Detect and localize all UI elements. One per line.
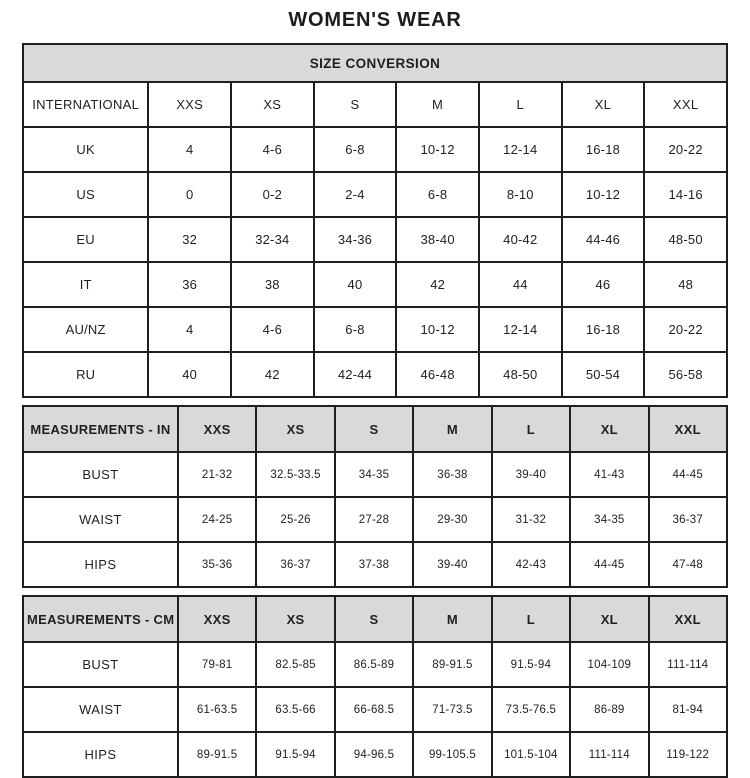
data-cell: 36: [148, 262, 231, 307]
column-header: M: [413, 596, 491, 642]
measurements-cm-table: [22, 595, 728, 778]
data-cell: 39-40: [492, 452, 570, 497]
table-row: [23, 127, 727, 172]
table-row: [23, 687, 727, 732]
column-header: L: [492, 406, 570, 452]
data-cell: 111-114: [570, 732, 648, 777]
data-cell: 36-37: [649, 497, 727, 542]
row-label: BUST: [23, 642, 178, 687]
data-cell: 47-48: [649, 542, 727, 587]
column-header: L: [492, 596, 570, 642]
data-cell: 27-28: [335, 497, 413, 542]
data-cell: 34-36: [314, 217, 397, 262]
row-label: HIPS: [23, 542, 178, 587]
data-cell: 44-45: [649, 452, 727, 497]
data-cell: 91.5-94: [492, 642, 570, 687]
table-title: SIZE CONVERSION: [23, 44, 727, 82]
data-cell: 37-38: [335, 542, 413, 587]
column-header: XXS: [148, 82, 231, 127]
column-header: S: [314, 82, 397, 127]
table-row: [23, 497, 727, 542]
row-label: IT: [23, 262, 148, 307]
column-header: XXS: [178, 596, 256, 642]
data-cell: 36-37: [256, 542, 334, 587]
data-cell: 32: [148, 217, 231, 262]
data-cell: 6-8: [396, 172, 479, 217]
data-cell: 61-63.5: [178, 687, 256, 732]
row-label: EU: [23, 217, 148, 262]
data-cell: 32.5-33.5: [256, 452, 334, 497]
column-header: M: [396, 82, 479, 127]
table-row: [23, 307, 727, 352]
data-cell: 8-10: [479, 172, 562, 217]
column-header: INTERNATIONAL: [23, 82, 148, 127]
data-cell: 86.5-89: [335, 642, 413, 687]
data-cell: 63.5-66: [256, 687, 334, 732]
column-header: M: [413, 406, 491, 452]
row-label: RU: [23, 352, 148, 397]
data-cell: 48: [644, 262, 727, 307]
data-cell: 14-16: [644, 172, 727, 217]
data-cell: 46: [562, 262, 645, 307]
column-header-row: [23, 596, 727, 642]
data-cell: 71-73.5: [413, 687, 491, 732]
data-cell: 16-18: [562, 307, 645, 352]
row-label: HIPS: [23, 732, 178, 777]
data-cell: 2-4: [314, 172, 397, 217]
size-conversion-table: [22, 43, 728, 398]
data-cell: 44: [479, 262, 562, 307]
data-cell: 79-81: [178, 642, 256, 687]
data-cell: 10-12: [396, 127, 479, 172]
data-cell: 46-48: [396, 352, 479, 397]
column-header: XL: [570, 406, 648, 452]
row-label: BUST: [23, 452, 178, 497]
row-label: AU/NZ: [23, 307, 148, 352]
data-cell: 4: [148, 127, 231, 172]
data-cell: 39-40: [413, 542, 491, 587]
data-cell: 34-35: [335, 452, 413, 497]
data-cell: 6-8: [314, 127, 397, 172]
table-row: [23, 172, 727, 217]
data-cell: 91.5-94: [256, 732, 334, 777]
column-header: XS: [256, 406, 334, 452]
column-header: S: [335, 596, 413, 642]
row-label: UK: [23, 127, 148, 172]
data-cell: 36-38: [413, 452, 491, 497]
data-cell: 0-2: [231, 172, 314, 217]
column-header: XL: [570, 596, 648, 642]
column-header: XS: [231, 82, 314, 127]
data-cell: 42-43: [492, 542, 570, 587]
column-header: XXS: [178, 406, 256, 452]
data-cell: 40-42: [479, 217, 562, 262]
data-cell: 12-14: [479, 127, 562, 172]
table-row: [23, 642, 727, 687]
table-row: [23, 452, 727, 497]
data-cell: 99-105.5: [413, 732, 491, 777]
column-header: MEASUREMENTS - CM: [23, 596, 178, 642]
measurements-in-table: [22, 405, 728, 588]
data-cell: 10-12: [396, 307, 479, 352]
data-cell: 4-6: [231, 127, 314, 172]
column-header: XXL: [649, 406, 727, 452]
column-header: XL: [562, 82, 645, 127]
data-cell: 111-114: [649, 642, 727, 687]
data-cell: 41-43: [570, 452, 648, 497]
column-header: L: [479, 82, 562, 127]
data-cell: 31-32: [492, 497, 570, 542]
data-cell: 32-34: [231, 217, 314, 262]
row-label: US: [23, 172, 148, 217]
data-cell: 35-36: [178, 542, 256, 587]
data-cell: 48-50: [479, 352, 562, 397]
data-cell: 0: [148, 172, 231, 217]
column-header: XS: [256, 596, 334, 642]
data-cell: 25-26: [256, 497, 334, 542]
data-cell: 86-89: [570, 687, 648, 732]
data-cell: 34-35: [570, 497, 648, 542]
column-header-row: [23, 406, 727, 452]
data-cell: 89-91.5: [413, 642, 491, 687]
table-title-row: [23, 44, 727, 82]
data-cell: 101.5-104: [492, 732, 570, 777]
data-cell: 10-12: [562, 172, 645, 217]
data-cell: 21-32: [178, 452, 256, 497]
data-cell: 44-45: [570, 542, 648, 587]
data-cell: 4-6: [231, 307, 314, 352]
row-label: WAIST: [23, 497, 178, 542]
table-row: [23, 262, 727, 307]
column-header: XXL: [649, 596, 727, 642]
column-header: XXL: [644, 82, 727, 127]
row-label: WAIST: [23, 687, 178, 732]
data-cell: 40: [314, 262, 397, 307]
data-cell: 38-40: [396, 217, 479, 262]
column-header-row: [23, 82, 727, 127]
data-cell: 82.5-85: [256, 642, 334, 687]
page-title: WOMEN'S WEAR: [288, 9, 462, 31]
table-row: [23, 352, 727, 397]
data-cell: 73.5-76.5: [492, 687, 570, 732]
column-header: S: [335, 406, 413, 452]
data-cell: 12-14: [479, 307, 562, 352]
data-cell: 50-54: [562, 352, 645, 397]
data-cell: 6-8: [314, 307, 397, 352]
table-row: [23, 217, 727, 262]
data-cell: 4: [148, 307, 231, 352]
data-cell: 44-46: [562, 217, 645, 262]
table-row: [23, 542, 727, 587]
data-cell: 56-58: [644, 352, 727, 397]
data-cell: 66-68.5: [335, 687, 413, 732]
data-cell: 20-22: [644, 127, 727, 172]
data-cell: 20-22: [644, 307, 727, 352]
data-cell: 42-44: [314, 352, 397, 397]
data-cell: 119-122: [649, 732, 727, 777]
data-cell: 29-30: [413, 497, 491, 542]
data-cell: 81-94: [649, 687, 727, 732]
data-cell: 89-91.5: [178, 732, 256, 777]
data-cell: 104-109: [570, 642, 648, 687]
data-cell: 94-96.5: [335, 732, 413, 777]
data-cell: 42: [396, 262, 479, 307]
data-cell: 40: [148, 352, 231, 397]
data-cell: 38: [231, 262, 314, 307]
column-header: MEASUREMENTS - IN: [23, 406, 178, 452]
data-cell: 16-18: [562, 127, 645, 172]
table-row: [23, 732, 727, 777]
data-cell: 42: [231, 352, 314, 397]
data-cell: 48-50: [644, 217, 727, 262]
data-cell: 24-25: [178, 497, 256, 542]
